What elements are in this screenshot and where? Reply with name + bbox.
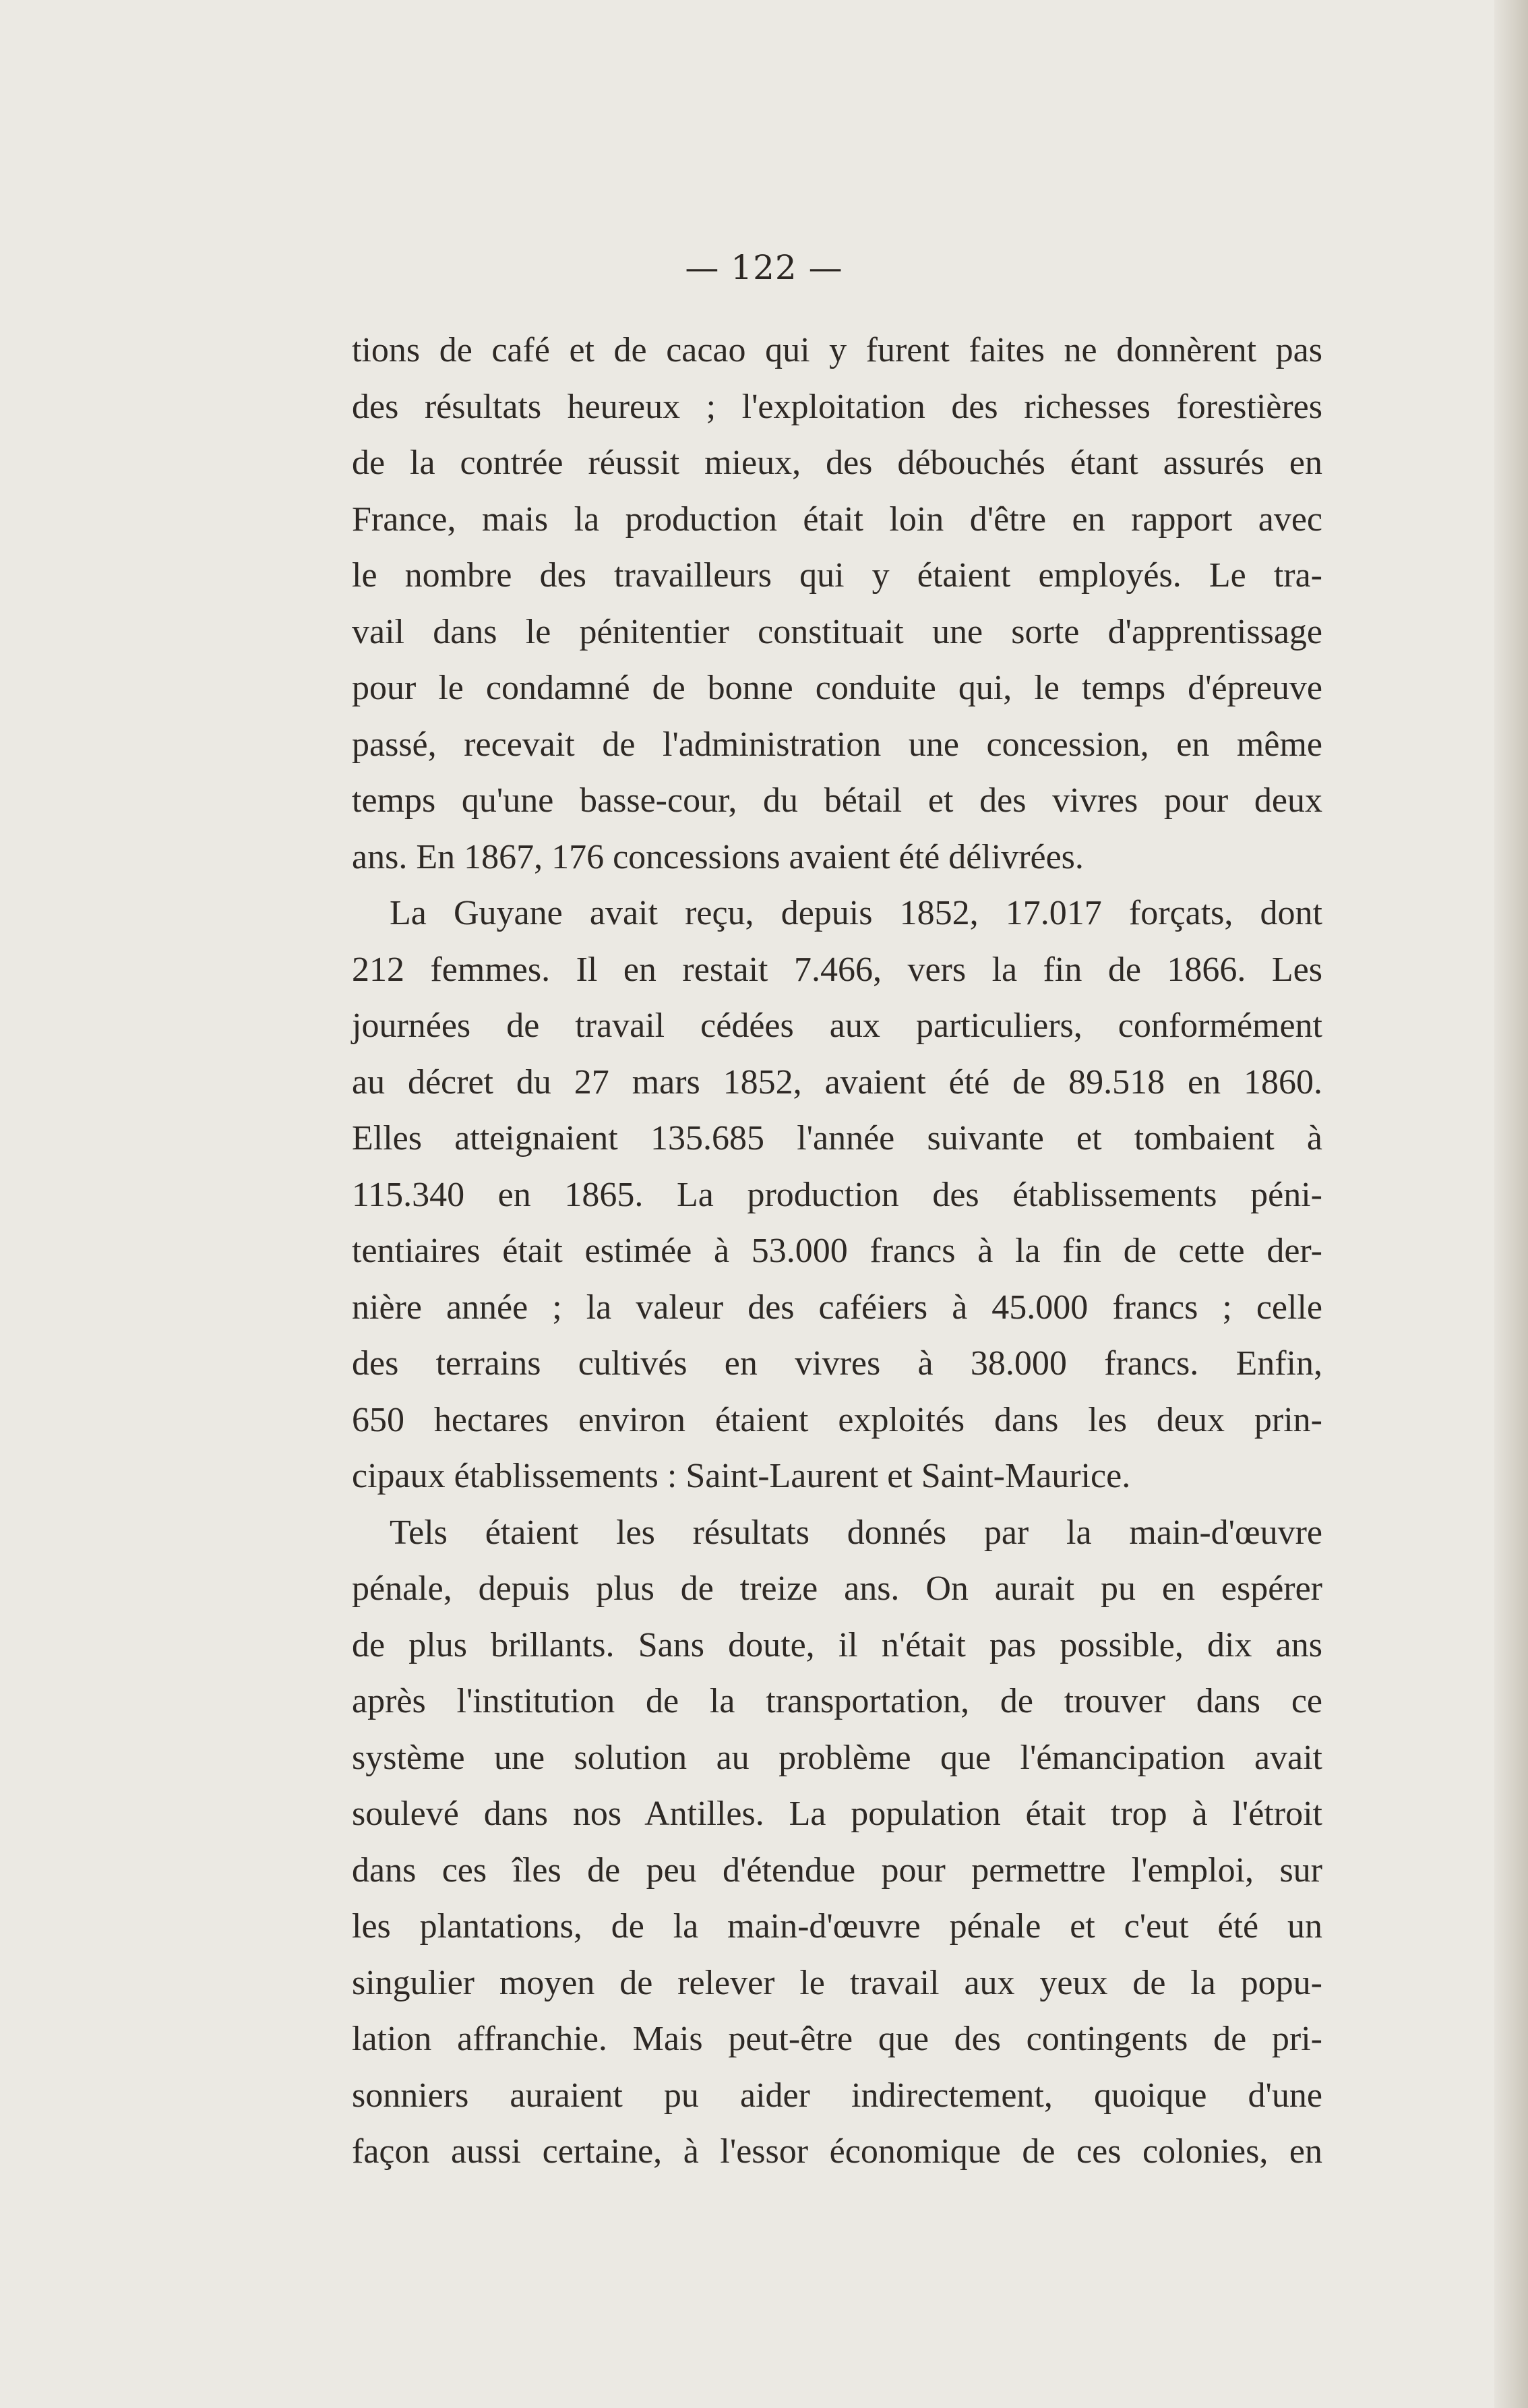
text-line: pour le condamné de bonne conduite qui, le temps d'épreuve <box>352 669 1322 707</box>
text-line: des résultats heureux ; l'exploitation des richesses forestières <box>352 387 1322 426</box>
text-line: tions de café et de cacao qui y furent faites ne donnèrent pas <box>352 331 1322 369</box>
text-line: sonniers auraient pu aider indirectement, quoique d'une <box>352 2076 1322 2115</box>
text-line: dans ces îles de peu d'étendue pour permettre l'emploi, sur <box>352 1850 1322 1890</box>
text-line: 115.340 en 1865. La production des établissements péni- <box>352 1175 1322 1214</box>
text-line: France, mais la production était loin d'être en rapport avec <box>352 500 1322 539</box>
text-line: de plus brillants. Sans doute, il n'était pas possible, dix ans <box>352 1625 1322 1664</box>
text-line: Tels étaient les résultats donnés par la main-d'œuvre <box>390 1513 1322 1552</box>
text-line: La Guyane avait reçu, depuis 1852, 17.017 forçats, dont <box>390 894 1322 932</box>
text-line: singulier moyen de relever le travail aux yeux de la popu- <box>352 1963 1322 2002</box>
text-line: Elles atteignaient 135.685 l'année suivante et tombaient à <box>352 1119 1322 1157</box>
text-line: lation affranchie. Mais peut-être que des contingents de pri- <box>352 2020 1322 2058</box>
text-line: ans. En 1867, 176 concessions avaient été délivrées. <box>352 837 1084 876</box>
text-line: 212 femmes. Il en restait 7.466, vers la fin de 1866. Les <box>352 950 1322 989</box>
text-line: de la contrée réussit mieux, des débouchés étant assurés en <box>352 444 1322 482</box>
text-line: les plantations, de la main-d'œuvre pénale et c'eut été un <box>352 1907 1322 1946</box>
text-line: cipaux établissements : Saint-Laurent et Saint-Maurice. <box>352 1457 1131 1495</box>
text-line: vail dans le pénitentier constituait une sorte d'apprentissage <box>352 612 1322 651</box>
text-line: nière année ; la valeur des caféiers à 45.000 francs ; celle <box>352 1288 1322 1327</box>
text-line: au décret du 27 mars 1852, avaient été de 89.518 en 1860. <box>352 1062 1322 1102</box>
text-line: après l'institution de la transportation, de trouver dans ce <box>352 1682 1322 1720</box>
text-line: système une solution au problème que l'émancipation avait <box>352 1738 1322 1777</box>
text-line: temps qu'une basse-cour, du bétail et des vivres pour deux <box>352 781 1322 820</box>
text-line: des terrains cultivés en vivres à 38.000 francs. Enfin, <box>352 1344 1322 1383</box>
text-line: journées de travail cédées aux particuliers, conformément <box>352 1006 1322 1045</box>
text-line: pénale, depuis plus de treize ans. On aurait pu en espérer <box>352 1569 1322 1608</box>
text-line: le nombre des travailleurs qui y étaient employés. Le tra- <box>352 556 1322 595</box>
text-line: façon aussi certaine, à l'essor économique de ces colonies, en <box>352 2132 1322 2171</box>
page-edge-shadow <box>1494 0 1528 2408</box>
text-line: 650 hectares environ étaient exploités dans les deux prin- <box>352 1400 1322 1439</box>
text-line: passé, recevait de l'administration une concession, en même <box>352 725 1322 764</box>
text-line: soulevé dans nos Antilles. La population était trop à l'étroit <box>352 1795 1322 1833</box>
body-text <box>352 322 1322 2180</box>
text-line: tentiaires était estimée à 53.000 francs à la fin de cette der- <box>352 1232 1322 1270</box>
page-number: — 122 — <box>685 248 843 287</box>
